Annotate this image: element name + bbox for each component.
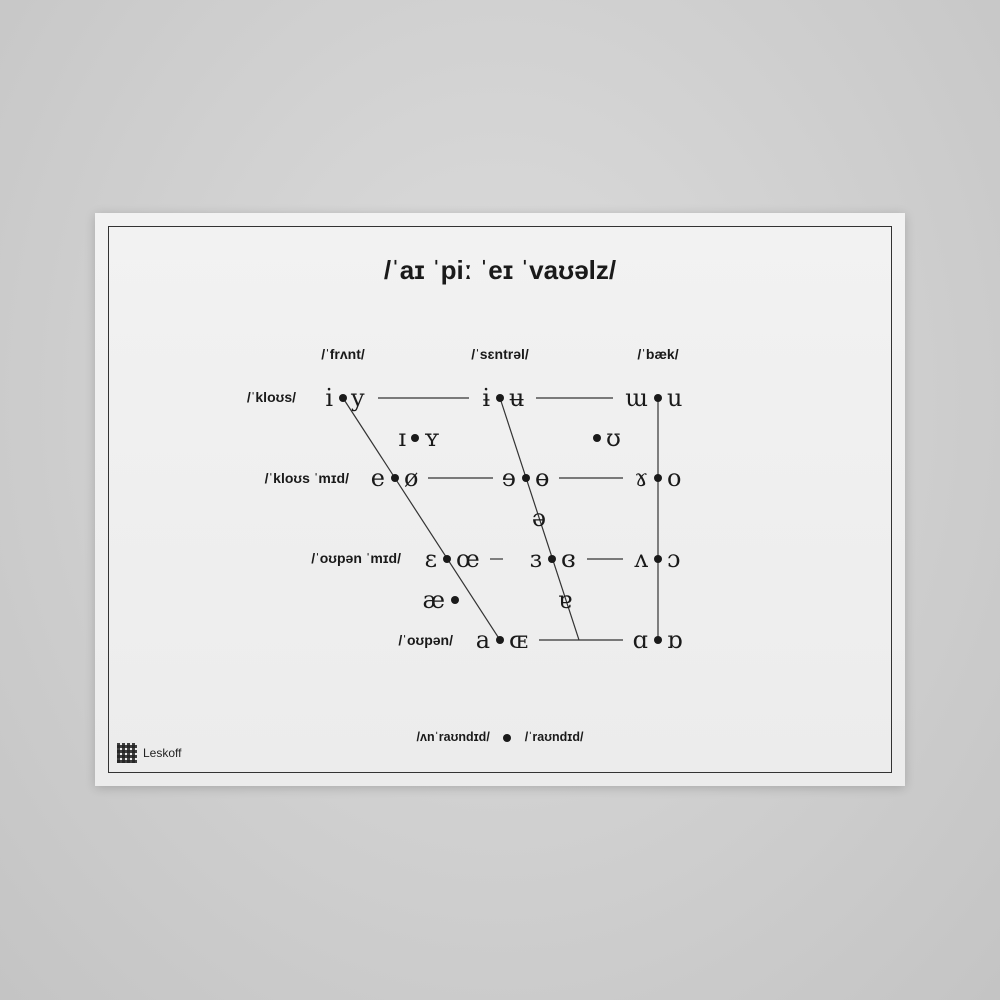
close-mid-front-dot <box>391 474 399 482</box>
row-open-mid-label: /ˈoʊpən ˈmɪd/ <box>311 550 401 566</box>
row-close-mid-label: /ˈkloʊs ˈmɪd/ <box>264 470 349 486</box>
open-mid-back-dot <box>654 555 662 563</box>
vowel-small-cap-y: ʏ <box>424 424 440 452</box>
vowel-reversed-e: ɘ <box>501 464 516 492</box>
open-mid-central-dot <box>548 555 556 563</box>
vowel-i: i <box>325 384 333 412</box>
vowel-e: e <box>370 464 385 492</box>
row-open-label: /ˈoʊpən/ <box>398 632 453 648</box>
vowel-trapezoid <box>95 213 905 786</box>
chart-title: /ˈaɪ ˈpiː ˈeɪ ˈvaʊəlz/ <box>383 255 617 285</box>
vowel-upsilon: ʊ <box>606 424 621 452</box>
vowel-open-o: ɔ <box>667 545 681 573</box>
vowel-barred-o: ɵ <box>535 464 550 492</box>
vowel-small-cap-oe: ɶ <box>509 626 528 654</box>
column-back-label: /ˈbæk/ <box>637 346 679 362</box>
vowel-oe: œ <box>456 545 480 573</box>
row-close-label: /ˈkloʊs/ <box>246 389 296 405</box>
legend-rounded: /ˈraʊndɪd/ <box>524 730 584 744</box>
brand-logo <box>117 743 181 763</box>
close-central-dot <box>496 394 504 402</box>
vowel-schwa: ə <box>531 504 547 532</box>
open-mid-front-dot <box>443 555 451 563</box>
vowel-small-cap-i: ɪ <box>398 424 406 452</box>
vowel-turned-v: ʌ <box>634 545 648 573</box>
vowel-closed-reversed-epsilon: ɞ <box>561 545 576 573</box>
vowel-barred-u: ʉ <box>509 384 525 412</box>
near-close-back-dot <box>593 434 601 442</box>
poster <box>95 213 905 786</box>
close-front-dot <box>339 394 347 402</box>
close-mid-back-dot <box>654 474 662 482</box>
vowel-y: y <box>351 384 365 412</box>
legend-dot <box>503 734 511 742</box>
brand-name: Leskoff <box>143 746 182 760</box>
vowel-turned-m: ɯ <box>625 384 648 412</box>
qr-code-icon <box>117 743 137 763</box>
open-back-dot <box>654 636 662 644</box>
near-open-front-dot <box>451 596 459 604</box>
vowel-reversed-epsilon: ɜ <box>529 545 542 573</box>
vowel-script-a: ɑ <box>632 626 648 654</box>
vowel-turned-script-a: ɒ <box>667 626 683 654</box>
vowel-o: o <box>667 464 682 492</box>
vowel-barred-i: ɨ <box>482 384 490 412</box>
vowel-o-slash: ø <box>404 464 419 492</box>
vowel-epsilon: ɛ <box>424 545 437 573</box>
legend <box>95 730 905 744</box>
close-back-dot <box>654 394 662 402</box>
column-front-label: /ˈfrʌnt/ <box>321 346 365 362</box>
vowel-turned-a: ɐ <box>557 586 573 614</box>
vowel-u: u <box>667 384 683 412</box>
open-front-dot <box>496 636 504 644</box>
close-mid-central-dot <box>522 474 530 482</box>
vowel-rams-horn: ɤ <box>634 464 648 492</box>
column-central-label: /ˈsɛntrəl/ <box>471 346 529 362</box>
legend-unrounded: /ʌnˈraʊndɪd/ <box>416 730 490 744</box>
vowel-ash: æ <box>422 586 445 614</box>
near-close-front-dot <box>411 434 419 442</box>
vowel-a: a <box>475 626 490 654</box>
